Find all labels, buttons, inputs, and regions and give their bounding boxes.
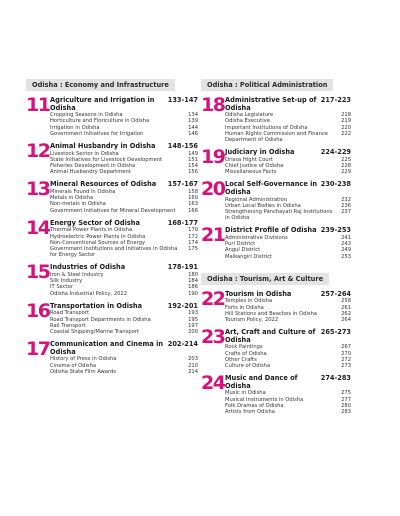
topic-title: Music in Odisha: [225, 390, 266, 397]
topic-title: Rock Paintings: [225, 344, 263, 351]
topic-title: Irrigation in Odisha: [50, 124, 100, 131]
topic-title: Road Transport Departments in Odisha: [50, 316, 151, 323]
topic-page-number: 236: [341, 202, 351, 209]
topic-page-number: 154: [188, 163, 198, 169]
topic-page-number: 228: [341, 163, 351, 169]
section-block: [201, 72, 351, 260]
chapter-title-row: [225, 227, 351, 235]
chapter-title-row: [50, 303, 198, 311]
chapter-title-row: [225, 149, 351, 157]
topic-title: Hydroelectric Power Plants in Odisha: [50, 233, 146, 240]
chapter-title: Administrative Set-up of Odisha: [225, 96, 317, 112]
chapter-entry[interactable]: [201, 287, 351, 324]
topic-page-number: 218: [341, 112, 351, 119]
topic-title: Odisha Legislature: [225, 112, 274, 119]
topic-page-number: 174: [188, 239, 198, 246]
chapter-title: District Profile of Odisha: [225, 226, 317, 235]
topic-row[interactable]: [50, 131, 198, 137]
topic-title: Malkangiri District: [225, 253, 273, 260]
chapter-entry[interactable]: [26, 178, 198, 214]
topic-title: IT Sector: [50, 284, 74, 291]
topic-row[interactable]: [225, 209, 351, 221]
topic-row[interactable]: [225, 254, 351, 260]
chapter-entry[interactable]: [26, 94, 198, 137]
chapter-number: 22: [201, 287, 225, 310]
topic-title: Puri District: [225, 241, 256, 248]
chapter-title: Music and Dance of Odisha: [225, 374, 298, 390]
chapter-number: 11: [26, 94, 50, 116]
topic-title: Regional Administration: [225, 196, 287, 203]
topic-title: Urban Local Bodies in Odisha: [225, 202, 301, 209]
topic-title: Minerals Found in Odisha: [50, 189, 116, 195]
topic-row[interactable]: [50, 329, 198, 335]
chapter-page-range: 230-238: [320, 180, 351, 189]
chapter-list: [201, 287, 351, 416]
chapter-number: 20: [201, 178, 225, 201]
chapter-number: 21: [201, 224, 225, 247]
chapter-title: Animal Husbandry in Odisha: [50, 142, 156, 150]
topic-title: Musical Instruments in Odisha: [225, 396, 304, 403]
topic-page-number: 172: [188, 233, 198, 240]
chapter-page-range: 257-264: [320, 289, 351, 298]
chapter-title-row: [50, 97, 198, 112]
topic-title: Cinema of Odisha: [50, 362, 97, 369]
chapter-title: Art, Craft and Culture of Odisha: [225, 328, 316, 344]
topic-page-number: 237: [341, 209, 351, 215]
topic-page-number: 225: [341, 156, 351, 163]
chapter-title-row: [225, 181, 351, 196]
topic-page-number: 180: [188, 272, 198, 279]
topic-title: Temples in Odisha: [225, 298, 273, 305]
chapter-title-row: [50, 341, 198, 356]
topic-page-number: 273: [341, 363, 351, 370]
topic-page-number: 200: [188, 329, 198, 336]
chapter-title: Transportation in Odisha: [50, 301, 143, 310]
topic-page-number: 184: [188, 278, 198, 285]
chapter-page-range: 133-147: [167, 96, 198, 104]
topic-page-number: 160: [188, 195, 198, 202]
topic-page-number: 190: [188, 290, 198, 297]
topic-page-number: 270: [341, 350, 351, 357]
chapter-page-range: 217-223: [320, 96, 351, 104]
chapter-page-range: 168-177: [167, 218, 198, 227]
chapter-title: Communication and Cinema in Odisha: [50, 340, 164, 356]
topic-title: Government Initiatives for Mineral Development: [50, 207, 176, 214]
topic-title: Thermal Power Plants in Odisha: [50, 227, 133, 234]
topic-title: Crafts of Odisha: [225, 350, 267, 357]
chapter-entry[interactable]: [26, 216, 198, 259]
topic-row[interactable]: [50, 246, 198, 258]
topic-page-number: 280: [341, 402, 351, 409]
topic-page-number: 139: [188, 118, 198, 125]
section-header: Odisha : Political Administration: [201, 79, 333, 91]
topic-row[interactable]: [225, 169, 351, 175]
chapter-page-range: 148-156: [167, 142, 198, 150]
chapter-page-range: 239-253: [320, 226, 351, 235]
topic-title: Angul District: [225, 247, 261, 254]
topic-row[interactable]: [50, 169, 198, 175]
chapter-title-row: [225, 375, 351, 390]
topic-title: Hill Stations and Beaches in Odisha: [225, 310, 318, 317]
topic-page-number: 134: [188, 112, 198, 119]
chapter-title: Tourism in Odisha: [225, 289, 292, 298]
topic-page-number: 241: [341, 235, 351, 241]
topic-title: Iron & Steel Industry: [50, 272, 104, 279]
chapter-entry[interactable]: [201, 326, 351, 370]
chapter-number: 23: [201, 326, 225, 349]
topic-title: Human Rights Commission and Finance Department of Odisha: [225, 130, 328, 143]
topic-page-number: 283: [341, 409, 351, 416]
chapter-number: 15: [26, 261, 50, 284]
topic-page-number: 158: [188, 189, 198, 195]
chapter-number: 19: [201, 146, 225, 169]
chapter-entry[interactable]: [26, 299, 198, 336]
chapter-title-row: [50, 181, 198, 189]
chapter-page-range: 192-201: [167, 301, 198, 310]
chapter-entry[interactable]: [201, 146, 351, 176]
chapter-entry[interactable]: [26, 338, 198, 375]
topic-title: Artists from Odisha: [225, 409, 275, 416]
chapter-list: [26, 94, 198, 375]
chapter-page-range: 224-229: [320, 148, 351, 157]
topic-title: Non-Conventional Sources of Energy: [50, 239, 146, 246]
topic-page-number: 264: [341, 317, 351, 324]
chapter-title: Mineral Resources of Odisha: [50, 180, 157, 189]
topic-title: Animal Husbandry Department: [50, 169, 131, 176]
topic-row[interactable]: [225, 409, 351, 415]
chapter-number: 12: [26, 140, 50, 162]
topic-title: Metals in Odisha: [50, 195, 94, 202]
topic-title: Odisha Executive: [225, 118, 270, 125]
topic-title: Important Institutions of Odisha: [225, 124, 308, 131]
topic-page-number: 277: [341, 396, 351, 403]
topic-page-number: 232: [341, 196, 351, 203]
topic-title: Chief Justice of Odisha: [225, 163, 284, 169]
chapter-page-range: 157-167: [167, 180, 198, 189]
topic-title: Odisha State Film Awards: [50, 368, 117, 375]
topic-page-number: 272: [341, 356, 351, 363]
chapter-title-row: [50, 220, 198, 228]
topic-row[interactable]: [225, 131, 351, 143]
topic-page-number: 262: [341, 310, 351, 317]
topic-page-number: 253: [341, 253, 351, 260]
topic-title: Orissa Hight Court: [225, 156, 273, 163]
chapter-number: 14: [26, 216, 50, 239]
topic-title: Tourism Policy, 2022: [225, 317, 279, 324]
topic-title: History of Press in Odisha: [50, 356, 117, 363]
topic-page-number: 151: [188, 156, 198, 163]
topic-title: State Initiatives for Livestock Development: [50, 156, 163, 163]
topic-title: Fisheries Development in Odisha: [50, 163, 136, 169]
topic-row[interactable]: [225, 317, 351, 323]
topic-page-number: 170: [188, 227, 198, 234]
topic-title: Other Crafts: [225, 356, 257, 363]
right-column: [201, 72, 351, 415]
chapter-page-range: 202-214: [167, 340, 198, 349]
chapter-title: Judiciary in Odisha: [225, 148, 295, 157]
topic-page-number: 195: [188, 316, 198, 323]
chapter-page-range: 265-273: [320, 328, 351, 337]
topic-page-number: 163: [188, 201, 198, 208]
topic-title: Strengthening Panchayati Raj Institutions in Odisha: [225, 209, 333, 222]
left-column: [26, 72, 198, 375]
topic-row[interactable]: [50, 291, 198, 297]
chapter-number: 24: [201, 372, 225, 395]
chapter-number: 17: [26, 338, 50, 361]
topic-title: Miscellaneous Facts: [225, 169, 277, 176]
section-block: [201, 266, 351, 415]
topic-page-number: 146: [188, 130, 198, 137]
topic-title: Odisha Industrial Policy, 2022: [50, 290, 128, 297]
chapter-title-row: [50, 143, 198, 151]
topic-page-number: 249: [341, 247, 351, 254]
topic-title: Coastal Shipping/Marine Transport: [50, 329, 140, 336]
chapter-page-range: 274-283: [320, 374, 351, 383]
topic-page-number: 197: [188, 322, 198, 329]
chapter-page-range: 178-191: [167, 263, 198, 272]
topic-title: Folk Dramas of Odisha: [225, 402, 284, 409]
section-header: Odisha : Economy and Infrastructure: [26, 79, 175, 91]
topic-page-number: 156: [188, 169, 198, 176]
topic-page-number: 275: [341, 390, 351, 397]
chapter-title-row: [225, 329, 351, 344]
topic-row[interactable]: [50, 369, 198, 375]
section-header: Odisha : Tourism, Art & Culture: [201, 273, 329, 285]
topic-page-number: 149: [188, 150, 198, 157]
topic-page-number: 166: [188, 207, 198, 214]
topic-title: Non-metals in Odisha: [50, 201, 106, 208]
chapter-entry[interactable]: [201, 178, 351, 222]
chapter-number: 13: [26, 178, 50, 201]
topic-title: Road Transport: [50, 310, 90, 317]
topic-title: Administrative Divisions: [225, 235, 288, 241]
topic-title: Rail Transport: [50, 322, 86, 329]
chapter-list: [201, 94, 351, 260]
topic-row[interactable]: [50, 208, 198, 214]
topic-page-number: 267: [341, 344, 351, 351]
chapter-title: Agriculture and Irrigation in Odisha: [50, 96, 155, 112]
topic-page-number: 175: [188, 246, 198, 253]
topic-title: Livestock Sector in Odisha: [50, 150, 119, 157]
chapter-entry[interactable]: [26, 140, 198, 176]
chapter-number: 16: [26, 299, 50, 322]
chapter-entry[interactable]: [201, 224, 351, 260]
topic-page-number: 144: [188, 124, 198, 131]
topic-page-number: 222: [341, 130, 351, 137]
chapter-title: Energy Sector of Odisha: [50, 218, 140, 227]
chapter-entry[interactable]: [26, 261, 198, 297]
topic-title: Silk Industry: [50, 278, 83, 285]
topic-title: Forts in Odisha: [225, 304, 264, 311]
chapter-entry[interactable]: [201, 372, 351, 416]
chapter-title: Local Self-Governance in Odisha: [225, 180, 318, 196]
topic-page-number: 220: [341, 124, 351, 131]
topic-title: Government Initiatives for Irrigation: [50, 130, 144, 137]
topic-page-number: 229: [341, 169, 351, 176]
topic-page-number: 243: [341, 241, 351, 248]
topic-page-number: 261: [341, 304, 351, 311]
chapter-title-row: [225, 97, 351, 112]
chapter-entry[interactable]: [201, 94, 351, 143]
chapter-title: Industries of Odisha: [50, 263, 126, 272]
topic-page-number: 186: [188, 284, 198, 291]
topic-title: Government Institutions and Initiatives in Odisha for Energy Sector: [50, 246, 178, 259]
chapter-title-row: [225, 291, 351, 299]
topic-page-number: 219: [341, 118, 351, 125]
topic-page-number: 258: [341, 298, 351, 305]
chapter-title-row: [50, 264, 198, 272]
chapter-number: 18: [201, 94, 225, 116]
topic-page-number: 193: [188, 310, 198, 317]
topic-page-number: 210: [188, 362, 198, 369]
topic-title: Culture of Odisha: [225, 363, 271, 370]
topic-page-number: 203: [188, 356, 198, 363]
topic-row[interactable]: [225, 363, 351, 369]
topic-title: Cropping Seasons in Odisha: [50, 112, 123, 119]
topic-page-number: 214: [188, 368, 198, 375]
topic-title: Horticulture and Floriculture in Odisha: [50, 118, 150, 125]
